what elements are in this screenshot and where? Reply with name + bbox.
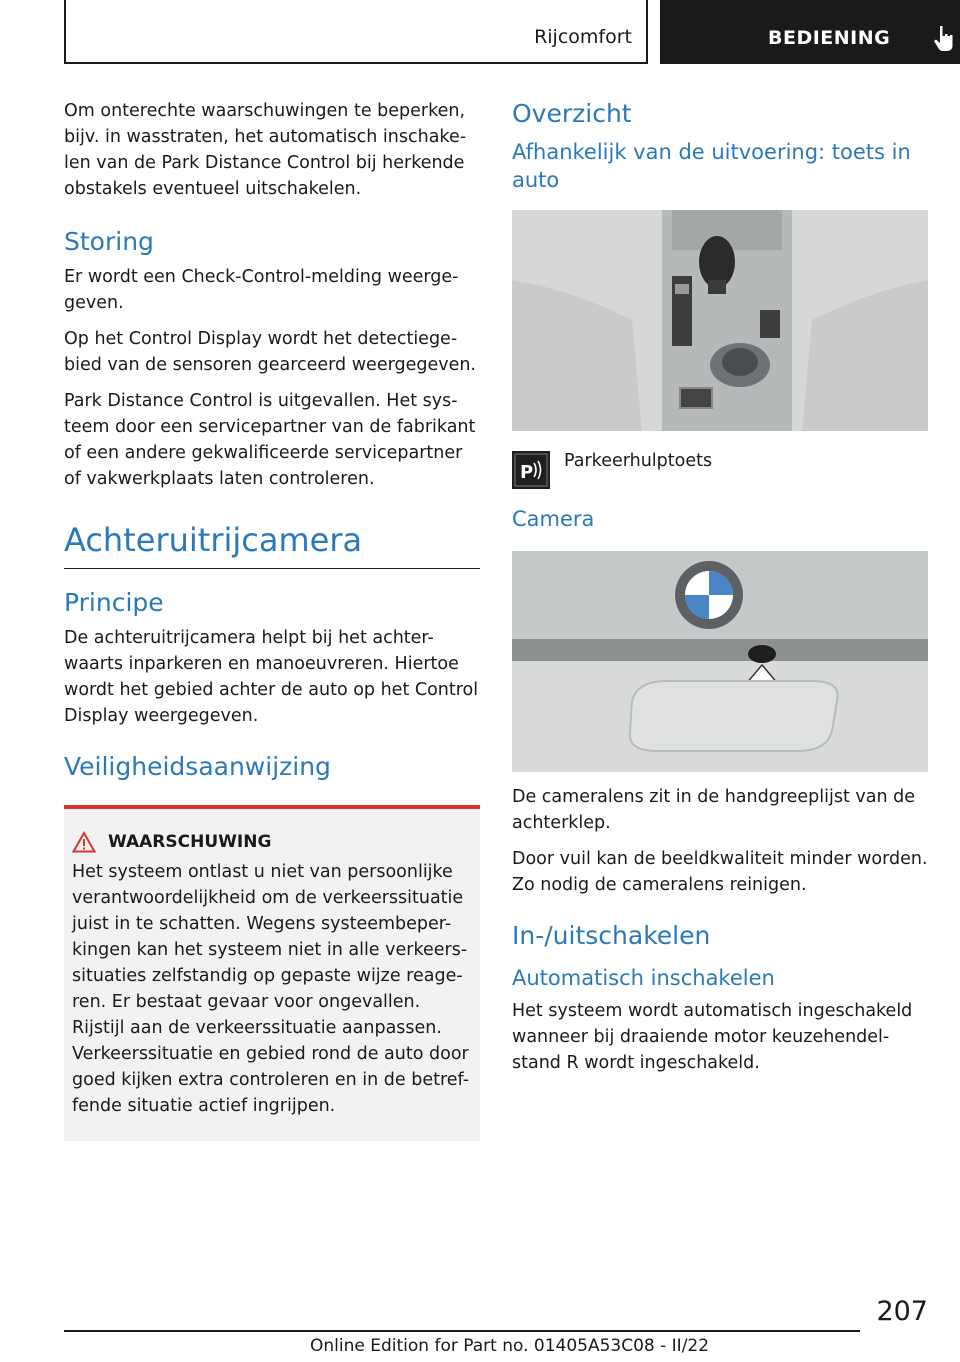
header-chapter-title: BEDIENING (768, 27, 891, 49)
storing-paragraph-2: Op het Control Display wordt het detectiege- bied van de sensoren gearceerd weergegeven. (64, 329, 476, 375)
svg-text:P: P (520, 462, 534, 483)
camera-paragraph-1: De cameralens zit in de handgreeplijst van de achterklep. (512, 787, 916, 833)
header-chapter-box (660, 0, 960, 64)
camera-heading: Camera (512, 507, 595, 531)
warning-label: WAARSCHUWING (108, 832, 272, 852)
header-section-title: Rijcomfort (534, 26, 632, 48)
warning-text: Het systeem ontlast u niet van persoonlijke verantwoordelijkheid om de verkeerssituatie juist in te schatten. Wegens systeembeper- kingen kan het systeem niet in alle verkeers- situaties zelfstandig op gepaste wijze reage- ren. Er bestaat gevaar voor ongevallen. Rijstijl aan de verkeerssituatie aanpassen. Verkeerssituatie en gebied rond de auto door goed kijken extra controleren en in de betref- fende situatie actief ingrijpen. (72, 862, 470, 1116)
footer-divider (64, 1330, 860, 1332)
principe-paragraph: De achteruitrijcamera helpt bij het achter- waarts inparkeren en manoeuvreren. Hiertoe wordt het gebied achter de auto op het Control Display weergegeven. (64, 628, 479, 726)
edition-footer: Online Edition for Part no. 01405A53C08 - II/22 (310, 1336, 710, 1356)
left-column (64, 98, 480, 1141)
rear-camera-photo (512, 551, 928, 772)
storing-paragraph-3: Park Distance Control is uitgevallen. Het sys- teem door een servicepartner van de fabrikant of een andere gekwalificeerde servicepartner of vakwerkplaats laten controleren. (64, 391, 476, 489)
principe-heading: Principe (64, 588, 164, 617)
overzicht-heading: Overzicht (512, 99, 632, 128)
camera-paragraph-2: Door vuil kan de beeldkwaliteit minder worden. Zo nodig de cameralens reinigen. (512, 849, 928, 895)
intro-paragraph: Om onterechte waarschuwingen te beperken, bijv. in wasstraten, het automatisch inschake- len van de Park Distance Control bij herkende obstakels eventueel uitschakelen. (64, 101, 467, 199)
achteruitrijcamera-heading: Achteruitrijcamera (64, 520, 480, 569)
inuitschakelen-heading: In-/uitschakelen (512, 921, 711, 950)
storing-paragraph-1: Er wordt een Check-Control-melding weerge- geven. (64, 267, 459, 313)
warning-title (72, 831, 472, 853)
automatisch-paragraph: Het systeem wordt automatisch ingeschakeld wanneer bij draaiende motor keuzehendel- stand R wordt ingeschakeld. (512, 1001, 913, 1073)
parking-button-label: Parkeerhulptoets (564, 451, 713, 471)
afhankelijk-heading: Afhankelijk van de uitvoering: toets in auto (512, 140, 911, 192)
right-column (512, 98, 928, 1086)
center-console-photo (512, 210, 928, 431)
parking-button-row (512, 451, 928, 489)
storing-heading: Storing (64, 227, 154, 256)
warning-box (64, 805, 480, 1141)
pointing-hand-icon (932, 24, 956, 52)
automatisch-heading: Automatisch inschakelen (512, 966, 775, 990)
header-section-box (64, 0, 648, 64)
parking-assist-icon (512, 451, 550, 489)
page-number: 207 (876, 1296, 928, 1327)
warning-triangle-icon (72, 831, 96, 853)
veiligheid-heading: Veiligheidsaanwijzing (64, 752, 331, 781)
